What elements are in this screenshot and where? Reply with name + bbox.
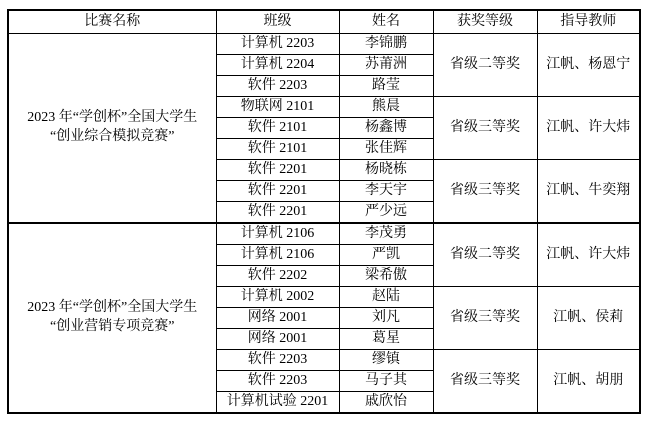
- name-cell: 戚欣怡: [339, 392, 433, 414]
- name-cell: 梁希傲: [339, 266, 433, 287]
- name-cell: 路莹: [339, 76, 433, 97]
- name-cell: 杨鑫博: [339, 118, 433, 139]
- award-cell: 省级二等奖: [433, 223, 537, 287]
- advisor-cell: 江帆、杨恩宁: [537, 34, 640, 97]
- competition-title-line1: 2023 年“学创杯”全国大学生: [27, 300, 198, 316]
- class-cell: 网络 2001: [216, 329, 339, 350]
- class-cell: 计算机 2002: [216, 287, 339, 308]
- class-cell: 计算机 2106: [216, 223, 339, 245]
- header-advisor: 指导教师: [537, 10, 640, 34]
- class-cell: 软件 2203: [216, 350, 339, 371]
- name-cell: 熊晨: [339, 97, 433, 118]
- name-cell: 李茂勇: [339, 223, 433, 245]
- advisor-cell: 江帆、许大炜: [537, 97, 640, 160]
- class-cell: 软件 2101: [216, 118, 339, 139]
- class-cell: 计算机试验 2201: [216, 392, 339, 414]
- name-cell: 李锦鹏: [339, 34, 433, 55]
- class-cell: 软件 2201: [216, 181, 339, 202]
- award-cell: 省级二等奖: [433, 34, 537, 97]
- class-cell: 计算机 2203: [216, 34, 339, 55]
- name-cell: 刘凡: [339, 308, 433, 329]
- header-competition: 比赛名称: [8, 10, 216, 34]
- name-cell: 缪镇: [339, 350, 433, 371]
- class-cell: 软件 2201: [216, 202, 339, 224]
- advisor-cell: 江帆、牛奕翔: [537, 160, 640, 224]
- name-cell: 严少远: [339, 202, 433, 224]
- name-cell: 杨晓栋: [339, 160, 433, 181]
- name-cell: 苏莆洲: [339, 55, 433, 76]
- competition-title-line1: 2023 年“学创杯”全国大学生: [27, 110, 198, 126]
- award-cell: 省级三等奖: [433, 97, 537, 160]
- competition-title-line2: “创业综合模拟竞赛”: [50, 129, 175, 144]
- class-cell: 计算机 2204: [216, 55, 339, 76]
- awards-table: [7, 9, 641, 414]
- table-row: [8, 34, 640, 55]
- competition-title-cell: [8, 223, 216, 413]
- class-cell: 软件 2203: [216, 371, 339, 392]
- header-award: 获奖等级: [433, 10, 537, 34]
- name-cell: 葛星: [339, 329, 433, 350]
- header-name: 姓名: [339, 10, 433, 34]
- class-cell: 网络 2001: [216, 308, 339, 329]
- table-row: [8, 223, 640, 245]
- class-cell: 软件 2203: [216, 76, 339, 97]
- class-cell: 物联网 2101: [216, 97, 339, 118]
- award-cell: 省级三等奖: [433, 350, 537, 414]
- class-cell: 软件 2202: [216, 266, 339, 287]
- name-cell: 李天宇: [339, 181, 433, 202]
- advisor-cell: 江帆、侯莉: [537, 287, 640, 350]
- name-cell: 严凯: [339, 245, 433, 266]
- table-header-row: [8, 10, 640, 34]
- name-cell: 赵陆: [339, 287, 433, 308]
- header-class: 班级: [216, 10, 339, 34]
- class-cell: 计算机 2106: [216, 245, 339, 266]
- award-cell: 省级三等奖: [433, 287, 537, 350]
- competition-title-line2: “创业营销专项竞赛”: [50, 319, 175, 334]
- name-cell: 马子其: [339, 371, 433, 392]
- class-cell: 软件 2201: [216, 160, 339, 181]
- name-cell: 张佳辉: [339, 139, 433, 160]
- advisor-cell: 江帆、胡朋: [537, 350, 640, 414]
- class-cell: 软件 2101: [216, 139, 339, 160]
- advisor-cell: 江帆、许大炜: [537, 223, 640, 287]
- award-cell: 省级三等奖: [433, 160, 537, 224]
- competition-title-cell: [8, 34, 216, 224]
